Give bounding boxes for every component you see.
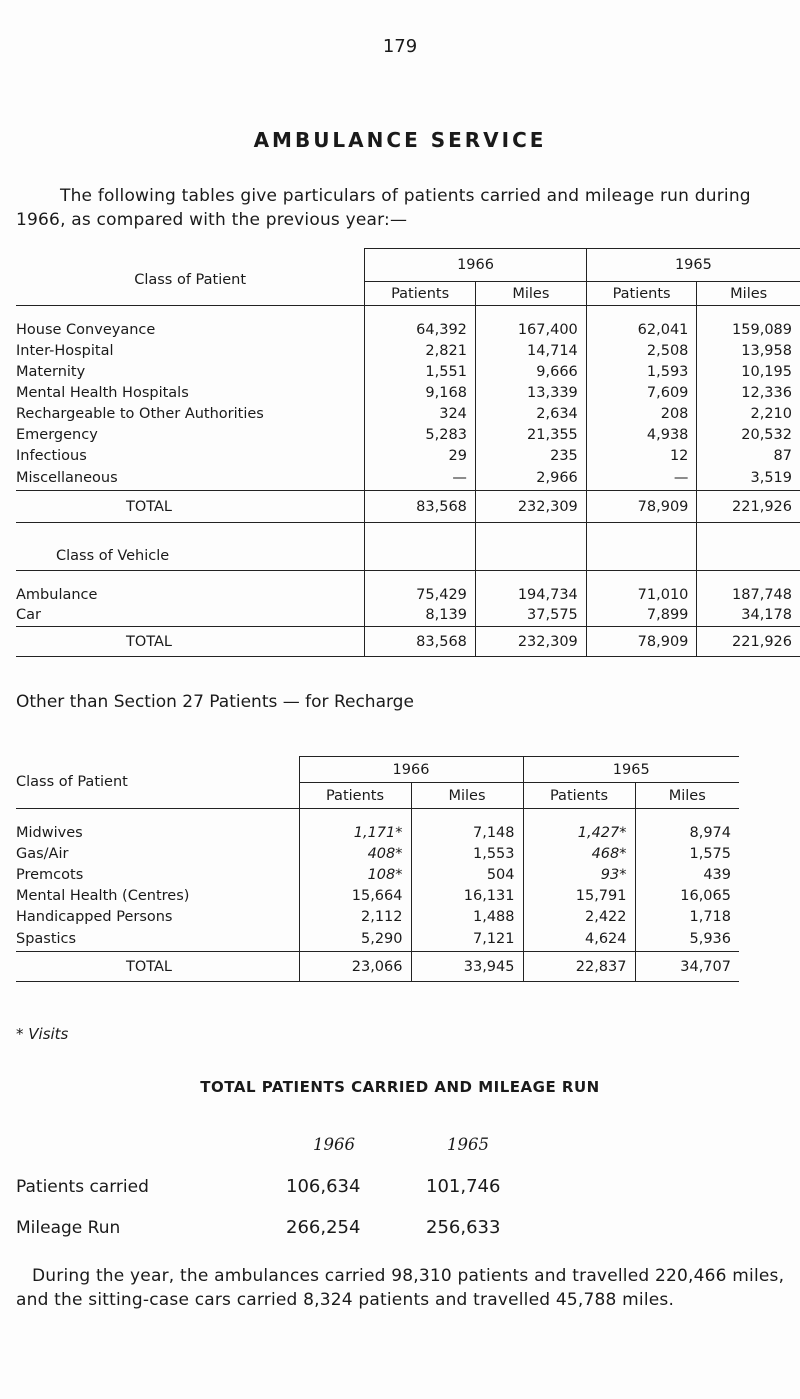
footnote-visits: * Visits bbox=[16, 1025, 69, 1043]
table-row: Mental Health Hospitals 9,168 13,339 7,609 12,336 bbox=[16, 383, 800, 404]
summary-year-1966: 1966 bbox=[313, 1135, 355, 1154]
table-row: Maternity 1,551 9,666 1,593 10,195 bbox=[16, 362, 800, 383]
patients-header: Patients bbox=[523, 783, 635, 809]
closing-paragraph: During the year, the ambulances carried 98,310 patients and travelled 220,466 miles, and the sitting-case cars carried 8,324 patients and travelled 45,788 miles. bbox=[16, 1266, 785, 1310]
total-row: TOTAL 23,066 33,945 22,837 34,707 bbox=[16, 952, 739, 982]
patients-carried-label: Patients carried bbox=[16, 1177, 149, 1197]
recharge-patients-table bbox=[16, 756, 739, 982]
section-heading: Other than Section 27 Patients — for Recharge bbox=[16, 692, 414, 712]
table-row: House Conveyance 64,392 167,400 62,041 159,089 bbox=[16, 320, 800, 341]
year-1965-header: 1965 bbox=[523, 757, 739, 783]
table-row: Rechargeable to Other Authorities 324 2,634 208 2,210 bbox=[16, 404, 800, 425]
table-row: Miscellaneous — 2,966 — 3,519 bbox=[16, 467, 800, 491]
table-row: Ambulance 75,429 194,734 71,010 187,748 bbox=[16, 585, 800, 605]
patients-mileage-table bbox=[16, 248, 800, 657]
intro-paragraph: The following tables give particulars of patients carried and mileage run during 1966, as compared with the previous year:— bbox=[16, 186, 751, 230]
mileage-run-1965: 256,633 bbox=[426, 1217, 501, 1238]
miles-header: Miles bbox=[475, 282, 586, 306]
patients-header: Patients bbox=[586, 282, 697, 306]
table-row: Handicapped Persons 2,112 1,488 2,422 1,718 bbox=[16, 907, 739, 928]
patients-carried-1966: 106,634 bbox=[286, 1176, 361, 1197]
patients-header: Patients bbox=[299, 783, 411, 809]
table-row: Infectious 29 235 12 87 bbox=[16, 446, 800, 467]
total-row: TOTAL 83,568 232,309 78,909 221,926 bbox=[16, 491, 800, 523]
table-row: Premcots 108* 504 93* 439 bbox=[16, 865, 739, 886]
table-row: Spastics 5,290 7,121 4,624 5,936 bbox=[16, 928, 739, 952]
class-of-vehicle-header: Class of Vehicle bbox=[16, 523, 365, 571]
patients-carried-1965: 101,746 bbox=[426, 1176, 501, 1197]
table-row: Emergency 5,283 21,355 4,938 20,532 bbox=[16, 425, 800, 446]
page-title: AMBULANCE SERVICE bbox=[253, 128, 547, 152]
mileage-run-1966: 266,254 bbox=[286, 1217, 361, 1238]
year-1965-header: 1965 bbox=[586, 249, 800, 282]
summary-year-1965: 1965 bbox=[447, 1135, 489, 1154]
class-of-patient-header: Class of Patient bbox=[16, 774, 128, 791]
table-row: Mental Health (Centres) 15,664 16,131 15,791 16,065 bbox=[16, 886, 739, 907]
table-row: Midwives 1,171* 7,148 1,427* 8,974 bbox=[16, 823, 739, 844]
table-row: Car 8,139 37,575 7,899 34,178 bbox=[16, 605, 800, 627]
class-of-patient-header: Class of Patient bbox=[134, 271, 247, 288]
year-1966-header: 1966 bbox=[299, 757, 523, 783]
miles-header: Miles bbox=[635, 783, 739, 809]
page-number: 179 bbox=[382, 36, 418, 57]
table-row: Gas/Air 408* 1,553 468* 1,575 bbox=[16, 844, 739, 865]
mileage-run-label: Mileage Run bbox=[16, 1218, 121, 1238]
patients-header: Patients bbox=[365, 282, 476, 306]
summary-title: TOTAL PATIENTS CARRIED AND MILEAGE RUN bbox=[200, 1078, 600, 1096]
table-row: Inter-Hospital 2,821 14,714 2,508 13,958 bbox=[16, 341, 800, 362]
miles-header: Miles bbox=[697, 282, 800, 306]
miles-header: Miles bbox=[411, 783, 523, 809]
year-1966-header: 1966 bbox=[365, 249, 586, 282]
total-row: TOTAL 83,568 232,309 78,909 221,926 bbox=[16, 627, 800, 657]
